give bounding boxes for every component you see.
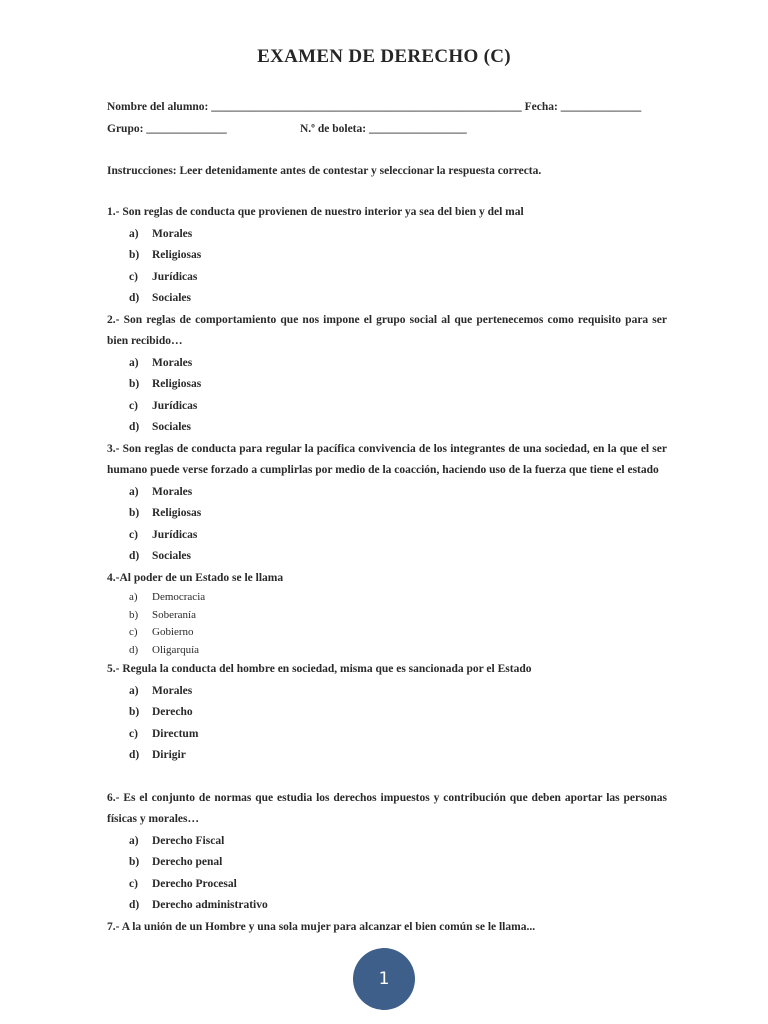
option-b (107, 852, 667, 874)
exam-body (107, 96, 667, 938)
question-7 (107, 917, 667, 939)
question-2 (107, 310, 667, 439)
question-4 (107, 568, 667, 660)
option-d (107, 288, 667, 310)
option-d (107, 417, 667, 439)
question-text: 1.- Son reglas de conducta que provienen de nuestro interior ya sea del bien y del mal (107, 206, 524, 218)
option-text: Morales (152, 485, 193, 498)
option-text: Religiosas (152, 249, 202, 261)
option-d (107, 546, 667, 568)
option-b (107, 702, 667, 724)
option-label: c) (129, 727, 138, 740)
option-text: Sociales (152, 550, 191, 562)
option-label: d) (129, 749, 140, 761)
options-list (107, 589, 667, 659)
options-list (107, 681, 667, 767)
spacer (107, 767, 667, 788)
page-number-badge: 1 (353, 948, 415, 1010)
boleta-field-label: N.º de boleta: _________________ (300, 123, 467, 135)
option-c (107, 624, 667, 642)
options-list (107, 353, 667, 439)
option-text: Democracia (152, 591, 206, 603)
question-6 (107, 788, 667, 917)
option-text: Oligarquía (152, 643, 200, 656)
option-b (107, 374, 667, 396)
option-text: Derecho administrativo (152, 899, 268, 911)
option-c (107, 874, 667, 896)
option-a (107, 224, 667, 246)
page-title: EXAMEN DE DERECHO (C) (257, 46, 511, 67)
option-label: c) (129, 528, 138, 541)
option-d (107, 745, 667, 767)
option-c (107, 267, 667, 289)
question-text: 6.- Es el conjunto de normas que estudia los derechos impuestos y contribución que deben aportar las personas físicas y morales… (107, 791, 667, 825)
option-text: Soberanía (152, 608, 196, 621)
option-text: Morales (152, 356, 193, 369)
option-a (107, 831, 667, 853)
option-text: Jurídicas (152, 270, 198, 283)
question-5 (107, 659, 667, 767)
option-d (107, 895, 667, 917)
option-label: d) (129, 643, 139, 656)
question-1 (107, 202, 667, 310)
option-label: b) (129, 378, 140, 390)
option-text: Morales (152, 227, 193, 240)
option-d (107, 642, 667, 660)
option-text: Sociales (152, 292, 191, 304)
option-label: d) (129, 899, 140, 911)
option-b (107, 607, 667, 625)
question-text: 7.- A la unión de un Hombre y una sola mujer para alcanzar el bien común se le llama... (107, 920, 536, 933)
option-label: a) (129, 834, 139, 847)
option-label: b) (129, 249, 140, 261)
option-c (107, 396, 667, 418)
option-text: Derecho penal (152, 856, 223, 868)
option-a (107, 589, 667, 607)
option-b (107, 245, 667, 267)
option-c (107, 724, 667, 746)
option-text: Directum (152, 727, 199, 740)
options-list (107, 831, 667, 917)
option-label: a) (129, 356, 139, 369)
option-label: a) (129, 684, 139, 697)
group-boleta-line (107, 118, 667, 140)
option-text: Religiosas (152, 507, 202, 519)
option-b (107, 503, 667, 525)
question-text: 3.- Son reglas de conducta para regular la pacífica convivencia de los integrantes de una sociedad, en la que el ser humano puede verse forzado a cumplirlas por medio de la coacción, haciendo uso de la fuerza que tiene el estado (107, 442, 667, 476)
option-label: a) (129, 485, 139, 498)
option-text: Dirigir (152, 749, 186, 761)
instructions: Instrucciones: Leer detenidamente antes de contestar y seleccionar la respuesta correcta. (107, 165, 542, 177)
option-label: b) (129, 706, 140, 718)
option-label: c) (129, 270, 138, 283)
option-label: c) (129, 626, 138, 638)
option-text: Jurídicas (152, 399, 198, 412)
option-label: d) (129, 421, 140, 433)
option-text: Jurídicas (152, 528, 198, 541)
question-text: 5.- Regula la conducta del hombre en sociedad, misma que es sancionada por el Estado (107, 663, 532, 675)
question-text: 4.-Al poder de un Estado se le llama (107, 571, 284, 584)
option-label: d) (129, 550, 140, 562)
option-text: Derecho Fiscal (152, 834, 225, 847)
option-c (107, 525, 667, 547)
option-label: b) (129, 608, 139, 621)
option-label: d) (129, 292, 140, 304)
question-3 (107, 439, 667, 568)
option-text: Gobierno (152, 626, 194, 638)
option-text: Sociales (152, 421, 191, 433)
question-text: 2.- Son reglas de comportamiento que nos impone el grupo social al que pertenecemos como requisito para ser bien recibido… (107, 313, 667, 347)
option-text: Derecho (152, 706, 193, 718)
option-text: Religiosas (152, 378, 202, 390)
option-a (107, 353, 667, 375)
option-label: a) (129, 227, 139, 240)
options-list (107, 224, 667, 310)
option-text: Morales (152, 684, 193, 697)
option-label: b) (129, 507, 140, 519)
student-name-date-line: Nombre del alumno: ______________________________________________________ Fecha: ______________ (107, 101, 642, 113)
option-text: Derecho Procesal (152, 877, 237, 890)
group-field-label: Grupo: ______________ (107, 123, 227, 135)
option-a (107, 681, 667, 703)
option-label: c) (129, 399, 138, 412)
option-label: a) (129, 591, 138, 603)
options-list (107, 482, 667, 568)
option-a (107, 482, 667, 504)
option-label: b) (129, 856, 140, 868)
option-label: c) (129, 877, 138, 890)
